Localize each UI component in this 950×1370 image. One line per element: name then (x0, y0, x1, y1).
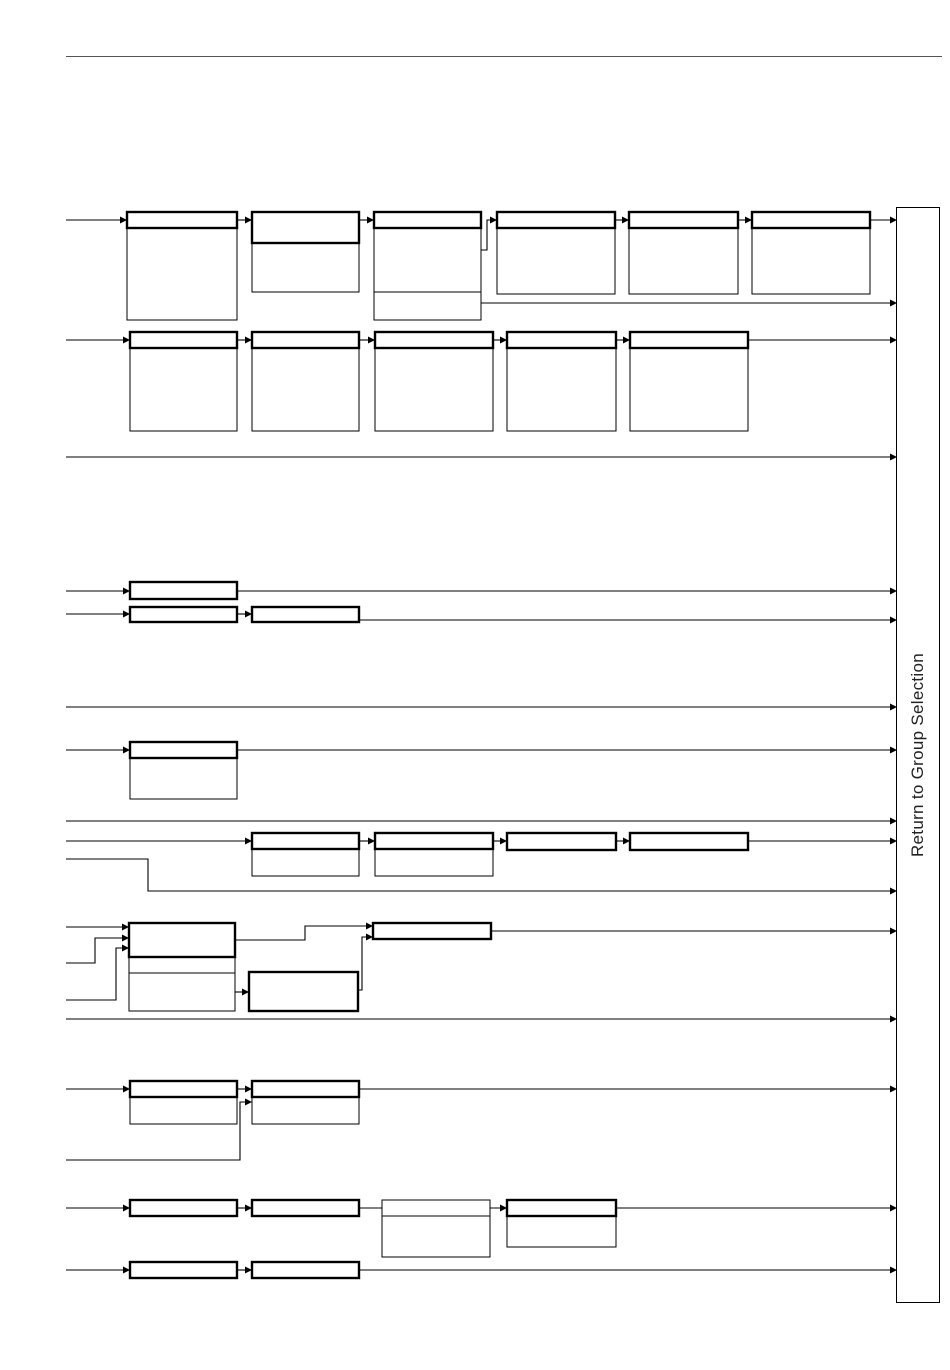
menu-box-20 (129, 923, 235, 1011)
return-to-group-selection-label: Return to Group Selection (908, 652, 927, 858)
connector-lines (66, 220, 897, 1270)
menu-box-3 (374, 212, 481, 320)
connector-33 (66, 948, 129, 1000)
menu-box-19 (630, 833, 748, 850)
menu-box-7 (130, 332, 237, 431)
menu-box-5 (629, 212, 738, 294)
menu-box-26 (252, 1200, 359, 1216)
menu-box-18 (507, 833, 616, 850)
menu-box-10 (507, 332, 616, 431)
menu-box-9 (375, 332, 493, 431)
menu-box-30 (252, 1262, 359, 1278)
connector-34 (235, 926, 373, 940)
menu-box-21 (249, 972, 358, 1011)
connector-36 (358, 937, 373, 990)
menu-box-6 (752, 212, 870, 294)
menu-box-17 (375, 833, 493, 876)
menu-box-12 (130, 582, 237, 599)
connector-4 (481, 220, 497, 250)
menu-box-15 (130, 742, 237, 799)
menu-box-25 (130, 1200, 237, 1216)
menu-box-2 (252, 212, 359, 292)
menu-box-1 (127, 212, 237, 320)
menu-box-22 (373, 923, 491, 939)
menu-box-23 (130, 1081, 237, 1124)
menu-box-14 (252, 607, 359, 622)
connector-30 (66, 859, 897, 891)
connector-41 (66, 1102, 252, 1160)
connector-32 (66, 938, 129, 963)
menu-box-4 (497, 212, 615, 294)
menu-box-27 (382, 1200, 490, 1257)
menu-box-11 (630, 332, 748, 431)
menu-box-28 (507, 1200, 616, 1247)
menu-box-16 (252, 833, 359, 876)
menu-box-13 (130, 607, 237, 622)
menu-box-29 (130, 1262, 237, 1278)
menu-boxes (127, 212, 870, 1278)
menu-box-24 (252, 1081, 359, 1124)
menu-box-8 (252, 332, 359, 431)
